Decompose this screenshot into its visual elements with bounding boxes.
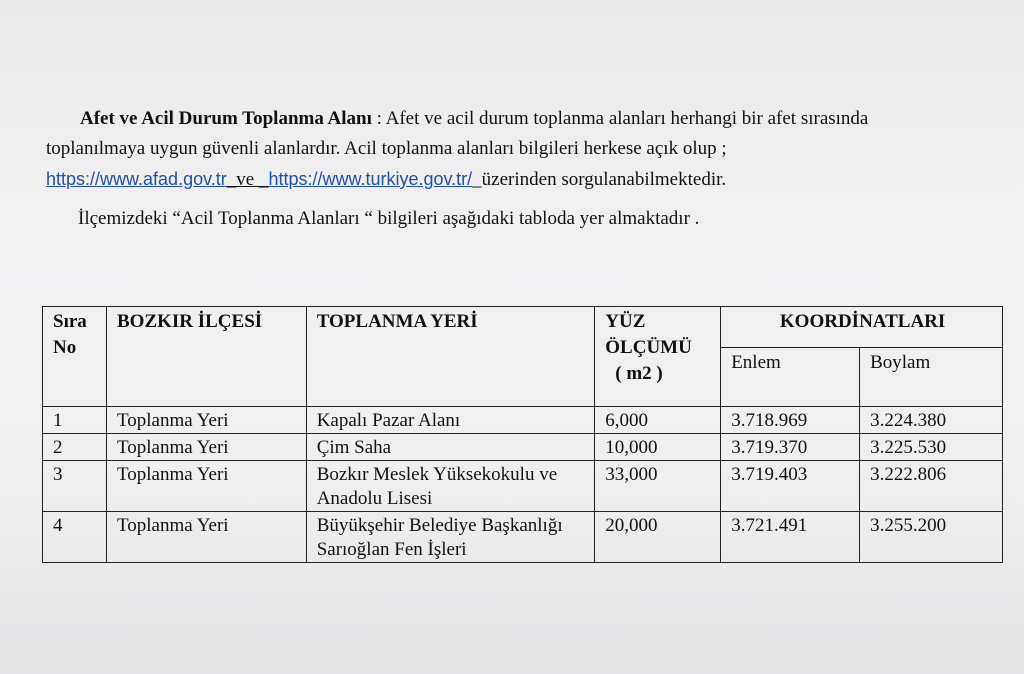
cell-district: Toplanma Yeri <box>106 461 306 512</box>
cell-lon: 3.225.530 <box>860 434 1003 461</box>
cell-no: 3 <box>43 461 107 512</box>
turkiye-link[interactable]: https://www.turkiye.gov.tr/ <box>268 169 473 189</box>
cell-lat: 3.721.491 <box>721 512 860 563</box>
cell-no: 4 <box>43 512 107 563</box>
header-area-unit: ( m2 ) <box>615 363 663 384</box>
paragraph-title: Afet ve Acil Durum Toplanma Alanı <box>80 108 372 129</box>
cell-district: Toplanma Yeri <box>106 434 306 461</box>
table-row <box>43 512 1003 563</box>
table-intro: İlçemizdeki “Acil Toplanma Alanları “ bilgileri aşağıdaki tabloda yer almaktadır . <box>78 208 700 229</box>
cell-lat: 3.719.403 <box>721 461 860 512</box>
cell-place: Kapalı Pazar Alanı <box>306 407 595 434</box>
cell-lon: 3.255.200 <box>860 512 1003 563</box>
paragraph-tail: _üzerinden sorgulanabilmektedir. <box>472 169 727 190</box>
afad-link[interactable]: https://www.afad.gov.tr <box>46 169 227 189</box>
header-lat: Enlem <box>721 348 860 407</box>
cell-lon: 3.222.806 <box>860 461 1003 512</box>
cell-place: Bozkır Meslek Yüksekokulu ve Anadolu Lisesi <box>306 461 595 512</box>
cell-district: Toplanma Yeri <box>106 407 306 434</box>
header-no: Sıra No <box>43 307 107 407</box>
cell-no: 2 <box>43 434 107 461</box>
cell-area: 33,000 <box>595 461 721 512</box>
intro-paragraph <box>46 104 946 195</box>
header-district: BOZKIR İLÇESİ <box>106 307 306 407</box>
header-area-label: YÜZ ÖLÇÜMÜ <box>605 311 692 358</box>
header-area <box>595 307 721 407</box>
header-coordinates: KOORDİNATLARI <box>721 307 1003 348</box>
cell-lat: 3.719.370 <box>721 434 860 461</box>
header-place: TOPLANMA YERİ <box>306 307 595 407</box>
link-separator: _ve _ <box>226 169 269 190</box>
cell-place: Büyükşehir Belediye Başkanlığı Sarıoğlan Fen İşleri <box>306 512 595 563</box>
cell-area: 10,000 <box>595 434 721 461</box>
cell-area: 20,000 <box>595 512 721 563</box>
header-lon: Boylam <box>860 348 1003 407</box>
cell-no: 1 <box>43 407 107 434</box>
assembly-areas-table <box>42 306 1003 563</box>
cell-area: 6,000 <box>595 407 721 434</box>
cell-district: Toplanma Yeri <box>106 512 306 563</box>
cell-lat: 3.718.969 <box>721 407 860 434</box>
table-row <box>43 434 1003 461</box>
paragraph-text: : Afet ve acil durum toplanma alanları herhangi bir afet sırasında toplanılmaya uygun güvenli alanlardır. Acil toplanma alanları bilgileri herkese açık olup ; <box>46 108 869 159</box>
table-row <box>43 461 1003 512</box>
cell-place: Çim Saha <box>306 434 595 461</box>
cell-lon: 3.224.380 <box>860 407 1003 434</box>
table-row <box>43 407 1003 434</box>
